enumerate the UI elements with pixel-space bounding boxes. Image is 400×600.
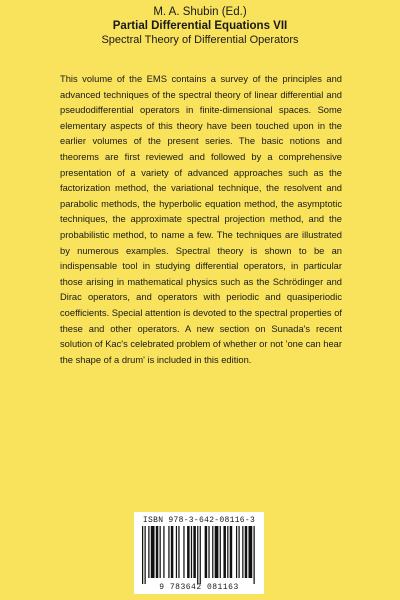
author-name: M. A. Shubin (Ed.) <box>153 6 247 18</box>
back-cover-blurb: This volume of the EMS contains a survey of the principles and advanced techniques of the spectral theory of linear differential and pseudodifferential operators in finite-dimensional spaces. Some elementary aspects of this theory have been touched upon in the earlier volumes of the present series. The basic notions and theorems are first reviewed and followed by a comprehensive presentation of a variety of advanced approaches such as the factorization method, the variational technique, the resolvent and parabolic methods, the hyperbolic equation method, the asymptotic techniques, the approximate spectral projection method, and the probabilistic method, to name a few. The techniques are illustrated by numerous examples. Spectral theory is shown to be an indispensable tool in studying differential operators, in particular those arising in mathematical physics such as the Schrödinger and Dirac operators, and operators with periodic and quasiperiodic coefficients. Special attention is devoted to the spectral properties of these and other operators. A new section on Sunada's recent solution of Kac's celebrated problem of whether or not 'one can hear the shape of a drum' is included in this edition. <box>60 74 342 365</box>
barcode-digits: 9 783642 081163 <box>159 583 239 592</box>
book-subtitle: Spectral Theory of Differential Operators <box>101 34 299 46</box>
barcode-icon <box>142 526 256 584</box>
isbn-label: ISBN 978-3-642-08116-3 <box>142 516 256 525</box>
barcode-panel <box>134 512 264 594</box>
book-title: Partial Differential Equations VII <box>112 20 288 32</box>
